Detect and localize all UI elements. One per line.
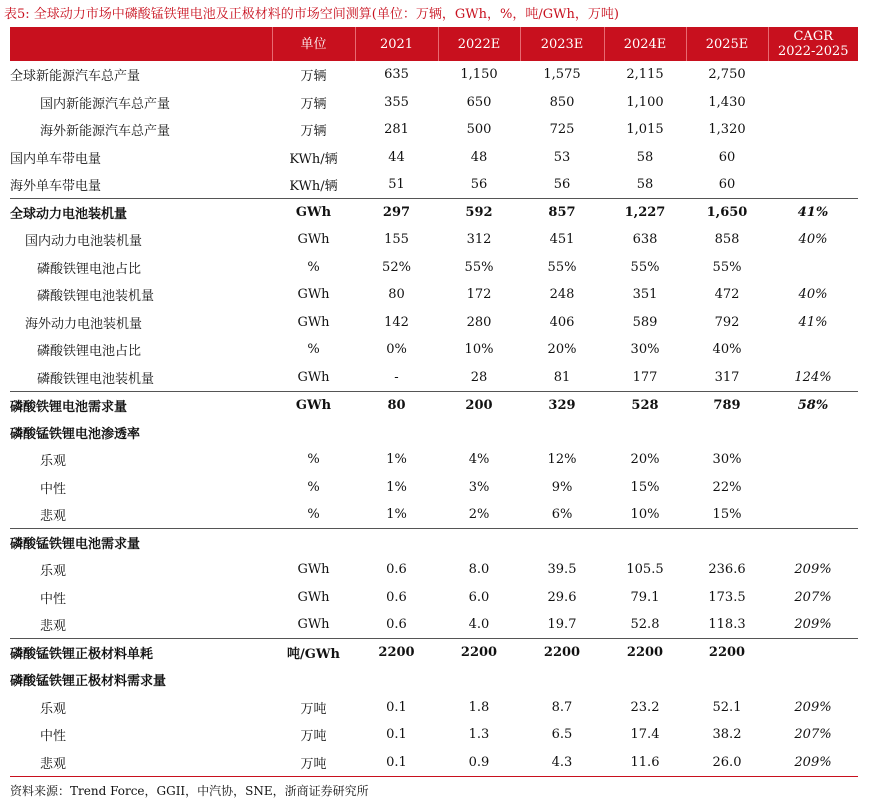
row-unit: GWh xyxy=(297,589,330,605)
row-value: 44 xyxy=(388,149,405,165)
row-unit xyxy=(272,529,355,557)
row-unit: 万吨 xyxy=(300,756,327,772)
row-unit: 万吨 xyxy=(300,701,327,717)
row-cagr: 124% xyxy=(794,369,832,385)
row-value: 20% xyxy=(630,452,660,468)
row-value: 2% xyxy=(468,507,490,522)
row-unit: % xyxy=(307,342,320,358)
row-cagr: 209% xyxy=(794,617,832,632)
row-value: 51 xyxy=(388,177,405,192)
row-value: 1% xyxy=(386,452,407,468)
header-unit: 单位 xyxy=(272,27,355,61)
row-value: 48 xyxy=(470,149,488,165)
row-value: 528 xyxy=(604,391,686,419)
row-label: 国内新能源汽车总产量 xyxy=(40,96,171,112)
table-row xyxy=(10,89,858,117)
row-unit: GWh xyxy=(297,232,330,248)
row-label: 悲观 xyxy=(40,756,67,772)
table-row xyxy=(10,639,858,667)
header-label xyxy=(10,27,272,61)
row-label: 乐观 xyxy=(40,564,67,580)
row-unit: GWh xyxy=(297,314,330,330)
row-label: 磷酸锰铁锂正极材料需求量 xyxy=(10,674,167,690)
row-value: 789 xyxy=(686,391,768,419)
row-value: 1% xyxy=(386,507,407,522)
row-value xyxy=(355,419,438,447)
row-label: 国内单车带电量 xyxy=(10,151,102,167)
row-value: 6.0 xyxy=(468,589,490,605)
row-value: 105.5 xyxy=(626,562,664,578)
row-value: 297 xyxy=(355,199,438,227)
row-cagr xyxy=(768,474,858,502)
row-value: 6% xyxy=(551,507,573,522)
row-cagr: 40% xyxy=(798,232,828,248)
row-value: 0.1 xyxy=(386,754,407,770)
row-value: 2200 xyxy=(520,639,604,667)
row-value: 177 xyxy=(632,369,658,385)
header-year: 2025E xyxy=(686,27,768,61)
table-row xyxy=(10,611,858,639)
row-value: 248 xyxy=(549,287,575,303)
row-value: 30% xyxy=(712,452,742,468)
row-value: 4.0 xyxy=(468,617,490,632)
row-value: 52% xyxy=(382,259,411,275)
row-value: 142 xyxy=(384,314,409,330)
row-value: 1,150 xyxy=(460,67,498,83)
row-value: 8.0 xyxy=(468,562,490,578)
table-row xyxy=(10,309,858,337)
table-row xyxy=(10,694,858,722)
row-value: 58 xyxy=(636,149,654,165)
row-value xyxy=(686,529,768,557)
row-value xyxy=(520,666,604,694)
row-value: 56 xyxy=(470,177,488,192)
table-row xyxy=(10,254,858,282)
row-label: 中性 xyxy=(40,481,67,497)
row-value: 1% xyxy=(386,479,407,495)
row-value: 280 xyxy=(466,314,492,330)
row-value: 172 xyxy=(466,287,492,303)
row-cagr: 209% xyxy=(794,754,832,770)
row-value: 52.8 xyxy=(630,617,660,632)
row-value: 0.1 xyxy=(386,727,407,743)
row-value: 2200 xyxy=(355,639,438,667)
table-row xyxy=(10,336,858,364)
row-value xyxy=(355,666,438,694)
row-unit: 万辆 xyxy=(300,96,327,112)
table-row xyxy=(10,584,858,612)
table-row xyxy=(10,199,858,227)
row-value: 0.1 xyxy=(386,699,407,715)
row-value xyxy=(520,419,604,447)
row-value: 30% xyxy=(630,342,660,358)
header-year: 2021 xyxy=(355,27,438,61)
row-value: 1,650 xyxy=(686,199,768,227)
row-cagr xyxy=(768,116,858,144)
row-label: 海外新能源汽车总产量 xyxy=(40,124,171,140)
table-row xyxy=(10,419,858,447)
row-value: 28 xyxy=(470,369,488,385)
row-value: 329 xyxy=(520,391,604,419)
row-value: 60 xyxy=(718,149,736,165)
row-value: 650 xyxy=(466,94,492,110)
row-value: 0.6 xyxy=(386,562,407,578)
row-value: 2,115 xyxy=(626,67,664,83)
row-cagr: 209% xyxy=(794,562,832,578)
row-value: 29.6 xyxy=(547,589,577,605)
table-row xyxy=(10,474,858,502)
row-label: 磷酸铁锂电池装机量 xyxy=(37,289,155,305)
table-title: 表5: 全球动力市场中磷酸锰铁锂电池及正极材料的市场空间测算(单位：万辆，GWh，%，吨/GWh，万吨) xyxy=(4,7,619,22)
row-value: 635 xyxy=(384,67,409,83)
row-value: 56 xyxy=(553,177,571,192)
row-value: 589 xyxy=(632,314,658,330)
row-value: 40% xyxy=(712,342,742,358)
row-value: 355 xyxy=(384,94,409,110)
header-cagr-line2: 2022-2025 xyxy=(777,44,849,59)
row-value: 857 xyxy=(520,199,604,227)
row-value: 2,750 xyxy=(708,67,746,83)
row-unit: GWh xyxy=(272,391,355,419)
header-year: 2022E xyxy=(438,27,520,61)
table-row xyxy=(10,61,858,89)
source-note: 资料来源：Trend Force，GGII，中汽协，SNE，浙商证券研究所 xyxy=(10,784,369,798)
row-unit: % xyxy=(307,259,320,275)
table-row xyxy=(10,171,858,199)
row-value: 15% xyxy=(630,479,660,495)
row-value xyxy=(438,666,520,694)
row-label: 磷酸铁锂电池占比 xyxy=(37,344,142,360)
row-value: 60 xyxy=(718,177,736,192)
row-value: 0.6 xyxy=(386,589,407,605)
row-value xyxy=(438,419,520,447)
row-cagr xyxy=(768,144,858,172)
row-value: 850 xyxy=(549,94,575,110)
row-cagr xyxy=(768,89,858,117)
row-value: 1,015 xyxy=(626,122,664,138)
row-value: 81 xyxy=(553,369,571,385)
table-row xyxy=(10,144,858,172)
row-value: 80 xyxy=(388,287,405,303)
row-cagr xyxy=(768,529,858,557)
row-value: 20% xyxy=(547,342,577,358)
row-value: 23.2 xyxy=(630,699,660,715)
row-label: 磷酸铁锂电池需求量 xyxy=(10,391,272,419)
row-cagr xyxy=(768,501,858,529)
row-value: 312 xyxy=(466,232,492,248)
row-value: 0% xyxy=(386,342,407,358)
row-value: 2200 xyxy=(686,639,768,667)
row-label: 乐观 xyxy=(40,454,67,470)
row-value: 11.6 xyxy=(630,754,660,770)
row-cagr: 40% xyxy=(798,287,828,303)
header-cagr xyxy=(768,27,858,61)
row-cagr: 58% xyxy=(768,391,858,419)
table-row xyxy=(10,721,858,749)
header-row xyxy=(10,27,858,61)
row-unit: GWh xyxy=(297,617,330,632)
row-label: 全球新能源汽车总产量 xyxy=(10,69,141,85)
row-value: 1.8 xyxy=(468,699,490,715)
row-cagr xyxy=(768,171,858,199)
row-value: 55% xyxy=(464,259,494,275)
table-row xyxy=(10,749,858,777)
row-value: 1.3 xyxy=(468,727,490,743)
table-row xyxy=(10,501,858,529)
row-value: 281 xyxy=(384,122,409,138)
row-value: 351 xyxy=(632,287,658,303)
row-label: 海外单车带电量 xyxy=(10,179,102,194)
row-cagr: 41% xyxy=(768,199,858,227)
row-value xyxy=(686,666,768,694)
row-cagr xyxy=(768,61,858,89)
row-value: 500 xyxy=(466,122,492,138)
row-unit: % xyxy=(307,452,320,468)
row-value xyxy=(520,529,604,557)
header-year: 2024E xyxy=(604,27,686,61)
row-cagr xyxy=(768,419,858,447)
row-unit: GWh xyxy=(272,199,355,227)
row-cagr: 209% xyxy=(794,699,832,715)
header-year: 2023E xyxy=(520,27,604,61)
row-value xyxy=(686,419,768,447)
row-value: 451 xyxy=(549,232,575,248)
row-value xyxy=(438,529,520,557)
row-label: 磷酸锰铁锂正极材料单耗 xyxy=(10,639,272,667)
row-value: 0.9 xyxy=(468,754,490,770)
row-value: 592 xyxy=(438,199,520,227)
row-value xyxy=(604,666,686,694)
table-row xyxy=(10,116,858,144)
row-value: 10% xyxy=(630,507,660,522)
row-label: 磷酸铁锂电池装机量 xyxy=(37,371,155,387)
row-value: 6.5 xyxy=(551,727,573,743)
row-label: 磷酸铁锂电池占比 xyxy=(37,261,142,277)
row-value: 15% xyxy=(712,507,742,522)
row-unit: GWh xyxy=(297,369,330,385)
row-unit xyxy=(272,666,355,694)
row-value: 2200 xyxy=(604,639,686,667)
row-value: 55% xyxy=(712,259,742,275)
row-value: 638 xyxy=(632,232,658,248)
table-row xyxy=(10,529,858,557)
row-value: 1,227 xyxy=(604,199,686,227)
table-row xyxy=(10,281,858,309)
row-value: 26.0 xyxy=(712,754,742,770)
row-value: 1,320 xyxy=(708,122,746,138)
row-value: 1,575 xyxy=(543,67,581,83)
row-cagr xyxy=(768,639,858,667)
row-label: 国内动力电池装机量 xyxy=(25,234,143,250)
row-cagr: 41% xyxy=(798,314,828,330)
row-value: 173.5 xyxy=(708,589,746,605)
row-value: 79.1 xyxy=(630,589,660,605)
row-cagr: 207% xyxy=(794,589,832,605)
row-unit: % xyxy=(307,507,320,522)
row-unit: % xyxy=(307,479,320,495)
row-label: 悲观 xyxy=(40,619,67,634)
row-value: 55% xyxy=(547,259,577,275)
row-value: 792 xyxy=(714,314,740,330)
row-value: 22% xyxy=(712,479,742,495)
row-value: 1,100 xyxy=(626,94,664,110)
row-cagr xyxy=(768,336,858,364)
row-unit: 万辆 xyxy=(300,124,327,140)
row-cagr xyxy=(768,666,858,694)
row-unit xyxy=(272,419,355,447)
table-row xyxy=(10,446,858,474)
table-row xyxy=(10,364,858,392)
row-value: 472 xyxy=(714,287,740,303)
row-value: 55% xyxy=(630,259,660,275)
market-table xyxy=(10,27,858,776)
row-value: 17.4 xyxy=(630,727,660,743)
row-value: - xyxy=(394,369,399,385)
row-label: 磷酸锰铁锂电池渗透率 xyxy=(10,426,141,442)
row-value: 53 xyxy=(553,149,571,165)
row-value: 236.6 xyxy=(708,562,746,578)
row-value: 2200 xyxy=(438,639,520,667)
row-value xyxy=(604,529,686,557)
row-label: 海外动力电池装机量 xyxy=(25,316,143,332)
row-unit: 万辆 xyxy=(300,69,327,85)
row-cagr: 207% xyxy=(794,727,832,743)
row-value xyxy=(604,419,686,447)
row-value: 39.5 xyxy=(547,562,577,578)
row-unit: KWh/辆 xyxy=(289,179,338,194)
row-label: 全球动力电池装机量 xyxy=(10,199,272,227)
row-value: 38.2 xyxy=(712,727,742,743)
row-unit: GWh xyxy=(297,562,330,578)
row-value: 8.7 xyxy=(551,699,573,715)
row-unit: GWh xyxy=(297,287,330,303)
row-value: 200 xyxy=(438,391,520,419)
row-unit: 吨/GWh xyxy=(272,639,355,667)
row-value: 10% xyxy=(464,342,494,358)
row-value xyxy=(355,529,438,557)
row-value: 1,430 xyxy=(708,94,746,110)
row-unit: 万吨 xyxy=(300,729,327,745)
row-value: 19.7 xyxy=(547,617,577,632)
row-value: 3% xyxy=(468,479,490,495)
row-value: 725 xyxy=(549,122,575,138)
row-cagr xyxy=(768,254,858,282)
row-value: 155 xyxy=(384,232,409,248)
row-value: 9% xyxy=(551,479,573,495)
row-value: 58 xyxy=(636,177,654,192)
row-label: 中性 xyxy=(40,591,67,607)
row-value: 406 xyxy=(549,314,575,330)
table-row xyxy=(10,666,858,694)
table-row xyxy=(10,226,858,254)
row-value: 858 xyxy=(714,232,740,248)
row-label: 乐观 xyxy=(40,701,67,717)
table-row xyxy=(10,556,858,584)
row-value: 0.6 xyxy=(386,617,407,632)
row-value: 80 xyxy=(355,391,438,419)
row-value: 4.3 xyxy=(551,754,573,770)
row-label: 磷酸锰铁锂电池需求量 xyxy=(10,529,272,557)
row-value: 4% xyxy=(468,452,490,468)
row-label: 悲观 xyxy=(40,509,67,524)
row-value: 12% xyxy=(547,452,577,468)
row-cagr xyxy=(768,446,858,474)
bottom-rule xyxy=(10,776,858,777)
row-value: 118.3 xyxy=(708,617,746,632)
table-row xyxy=(10,391,858,419)
row-label: 中性 xyxy=(40,729,67,745)
row-unit: KWh/辆 xyxy=(289,151,338,167)
header-cagr-line1: CAGR xyxy=(793,29,833,44)
row-value: 52.1 xyxy=(712,699,742,715)
row-value: 317 xyxy=(714,369,740,385)
